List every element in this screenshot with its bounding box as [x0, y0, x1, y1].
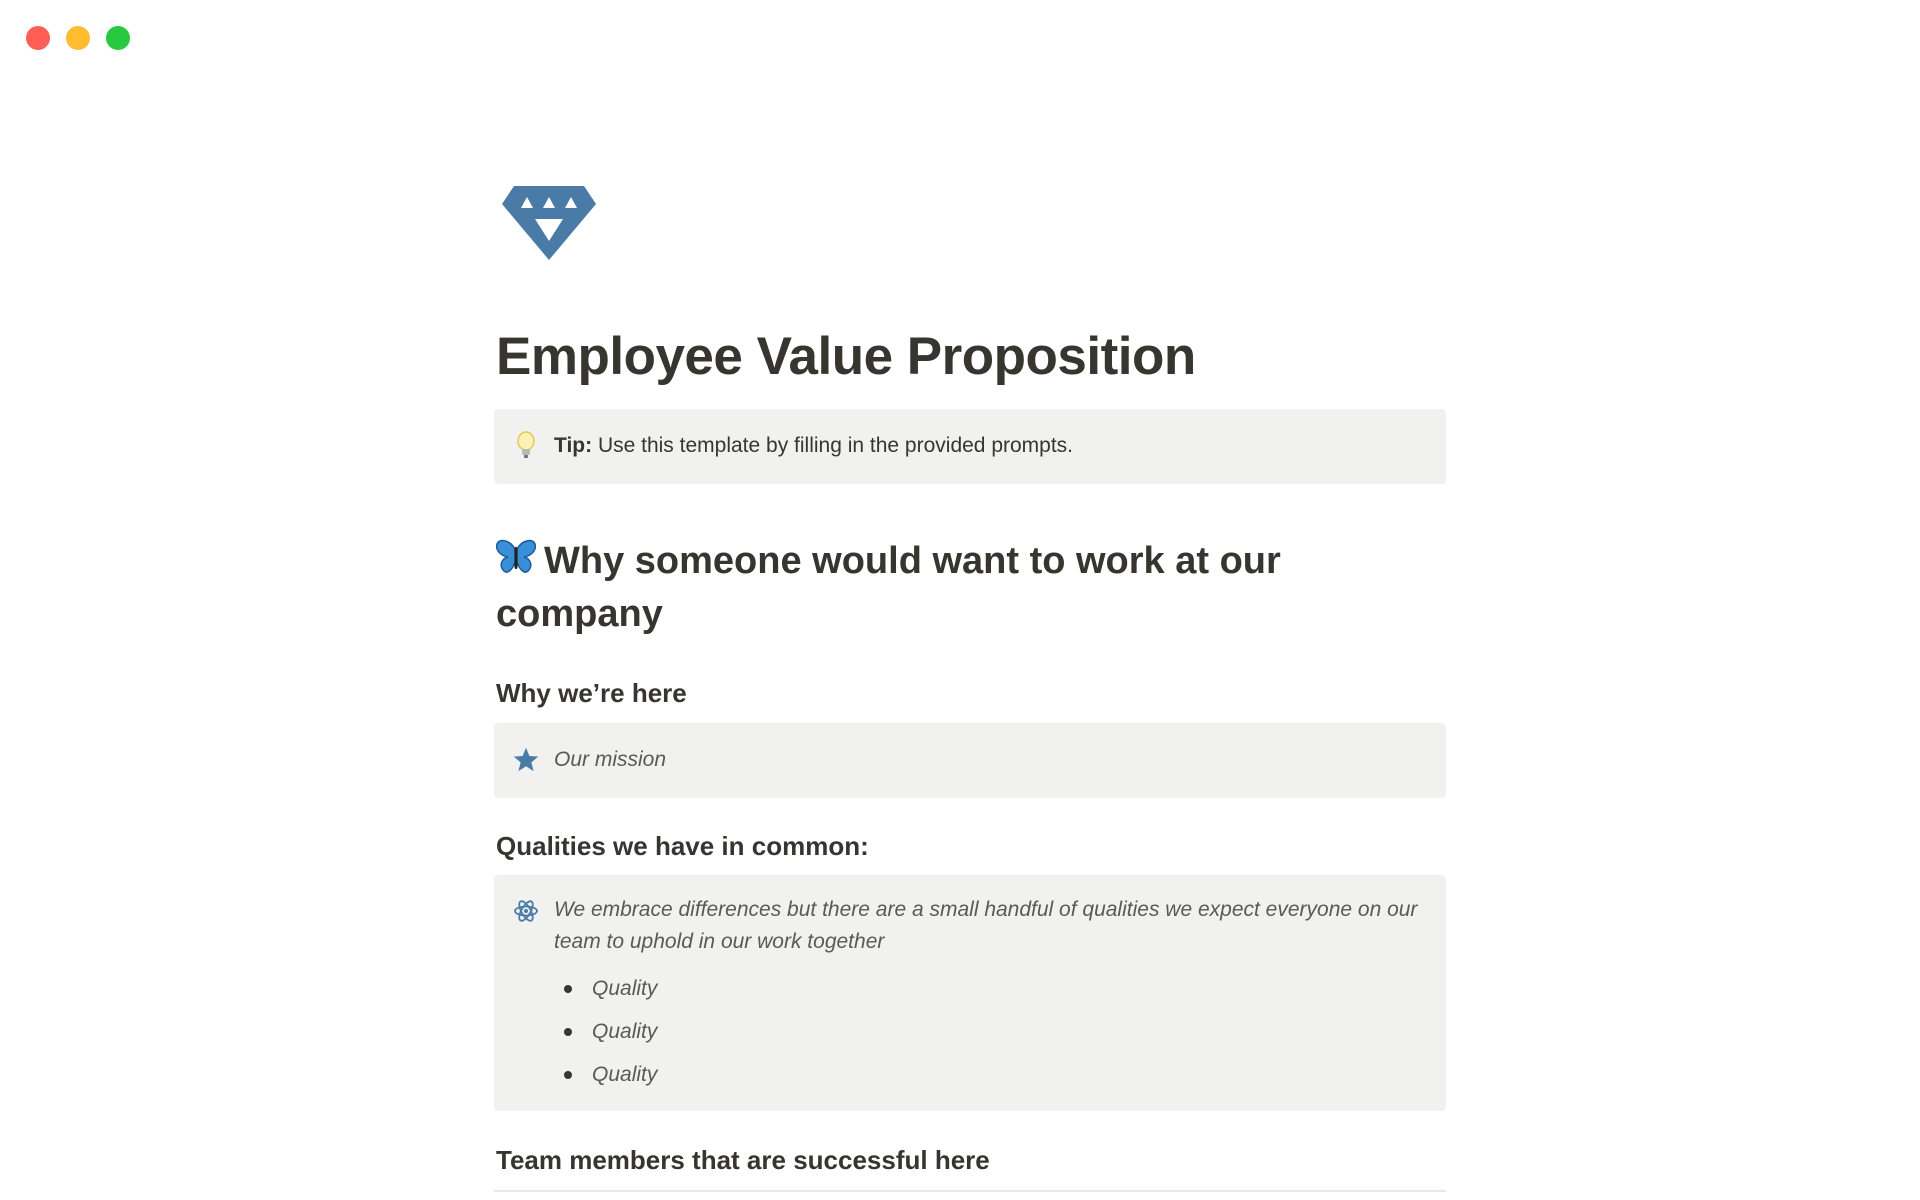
section-heading[interactable]	[496, 535, 1396, 641]
star-icon	[512, 746, 540, 774]
quality-label: Quality	[592, 1063, 658, 1086]
section-heading-text: Why someone would want to work at our company	[496, 540, 1281, 635]
team-heading[interactable]: Team members that are successful here	[496, 1145, 990, 1175]
list-item[interactable]	[554, 1010, 657, 1053]
bullet-icon	[564, 1028, 572, 1036]
divider	[494, 1190, 1446, 1192]
butterfly-icon	[496, 539, 536, 577]
list-item[interactable]	[554, 1053, 657, 1096]
bullet-icon	[564, 985, 572, 993]
tip-text	[554, 430, 1073, 462]
zoom-window-button[interactable]	[106, 26, 130, 50]
minimize-window-button[interactable]	[66, 26, 90, 50]
list-item[interactable]	[554, 967, 657, 1010]
quality-label: Quality	[592, 1020, 658, 1043]
qualities-list	[554, 967, 657, 1096]
quality-label: Quality	[592, 977, 658, 1000]
mission-callout[interactable]	[494, 723, 1446, 798]
qualities-description: We embrace differences but there are a small handful of qualities we expect everyone on our team to uphold in our work together	[554, 898, 1418, 953]
bullet-icon	[564, 1071, 572, 1079]
qualities-heading[interactable]: Qualities we have in common:	[496, 831, 869, 861]
tip-label: Tip:	[554, 434, 593, 457]
lightbulb-icon	[512, 432, 540, 460]
close-window-button[interactable]	[26, 26, 50, 50]
qualities-callout[interactable]	[494, 875, 1446, 1111]
tip-callout[interactable]	[494, 409, 1446, 484]
why-here-heading[interactable]: Why we’re here	[496, 678, 687, 708]
page-title[interactable]: Employee Value Proposition	[496, 327, 1196, 386]
gem-icon[interactable]	[502, 186, 596, 260]
tip-body: Use this template by filling in the provided prompts.	[592, 434, 1074, 457]
window-controls	[26, 26, 130, 50]
atom-icon	[512, 897, 540, 925]
mission-text: Our mission	[554, 748, 667, 771]
